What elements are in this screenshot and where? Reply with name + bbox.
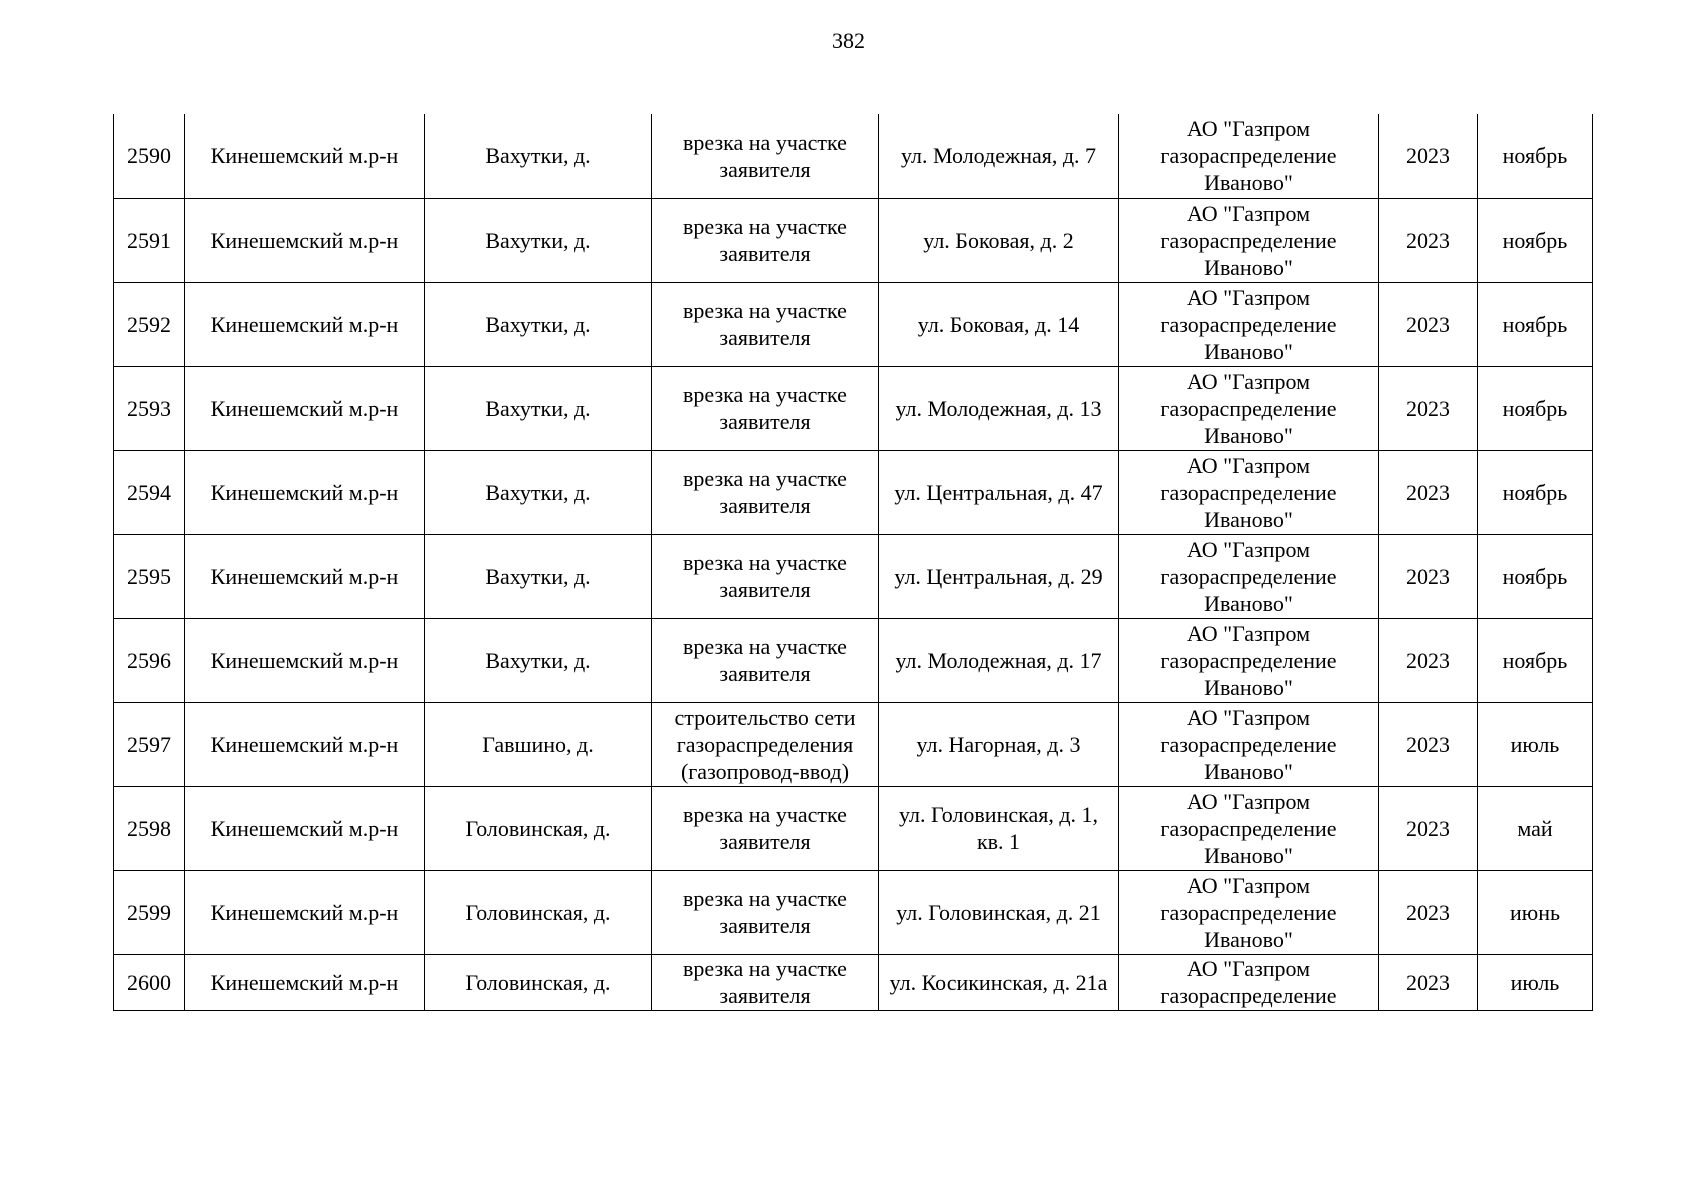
table-row (114, 198, 1593, 282)
year-cell: 2023 (1379, 870, 1478, 954)
row-number-cell: 2596 (114, 618, 185, 702)
table-row (114, 114, 1593, 198)
settlement-cell: Вахутки, д. (425, 450, 652, 534)
row-number-cell: 2592 (114, 282, 185, 366)
table-row (114, 366, 1593, 450)
work-type-cell: врезка на участке заявителя (652, 450, 879, 534)
address-cell: ул. Нагорная, д. 3 (879, 702, 1119, 786)
table-body (114, 114, 1593, 1010)
settlement-cell: Вахутки, д. (425, 618, 652, 702)
month-cell: ноябрь (1478, 114, 1593, 198)
row-number-cell: 2598 (114, 786, 185, 870)
year-cell: 2023 (1379, 450, 1478, 534)
row-number-cell: 2591 (114, 198, 185, 282)
month-cell: май (1478, 786, 1593, 870)
year-cell: 2023 (1379, 198, 1478, 282)
work-type-cell: врезка на участке заявителя (652, 618, 879, 702)
work-type-cell: врезка на участке заявителя (652, 534, 879, 618)
settlement-cell: Вахутки, д. (425, 534, 652, 618)
month-cell: ноябрь (1478, 366, 1593, 450)
year-cell: 2023 (1379, 702, 1478, 786)
table-row (114, 282, 1593, 366)
settlement-cell: Головинская, д. (425, 870, 652, 954)
district-cell: Кинешемский м.р-н (185, 450, 425, 534)
year-cell: 2023 (1379, 786, 1478, 870)
row-number-cell: 2600 (114, 954, 185, 1010)
address-cell: ул. Центральная, д. 47 (879, 450, 1119, 534)
month-cell: ноябрь (1478, 450, 1593, 534)
organization-cell: АО "Газпром газораспределение Иваново" (1119, 282, 1379, 366)
gas-connection-table (113, 114, 1593, 1011)
work-type-cell: врезка на участке заявителя (652, 282, 879, 366)
organization-cell: АО "Газпром газораспределение Иваново" (1119, 870, 1379, 954)
row-number-cell: 2597 (114, 702, 185, 786)
address-cell: ул. Молодежная, д. 7 (879, 114, 1119, 198)
district-cell: Кинешемский м.р-н (185, 702, 425, 786)
month-cell: июль (1478, 702, 1593, 786)
work-type-cell: врезка на участке заявителя (652, 114, 879, 198)
organization-cell: АО "Газпром газораспределение Иваново" (1119, 450, 1379, 534)
district-cell: Кинешемский м.р-н (185, 282, 425, 366)
settlement-cell: Вахутки, д. (425, 282, 652, 366)
table-row (114, 870, 1593, 954)
work-type-cell: врезка на участке заявителя (652, 954, 879, 1010)
district-cell: Кинешемский м.р-н (185, 366, 425, 450)
month-cell: ноябрь (1478, 534, 1593, 618)
year-cell: 2023 (1379, 618, 1478, 702)
page-number: 382 (832, 28, 865, 53)
work-type-cell: врезка на участке заявителя (652, 786, 879, 870)
table-row (114, 534, 1593, 618)
settlement-cell: Головинская, д. (425, 954, 652, 1010)
settlement-cell: Вахутки, д. (425, 366, 652, 450)
year-cell: 2023 (1379, 534, 1478, 618)
address-cell: ул. Боковая, д. 14 (879, 282, 1119, 366)
table-row (114, 786, 1593, 870)
work-type-cell: врезка на участке заявителя (652, 198, 879, 282)
year-cell: 2023 (1379, 114, 1478, 198)
table-row (114, 702, 1593, 786)
year-cell: 2023 (1379, 366, 1478, 450)
settlement-cell: Головинская, д. (425, 786, 652, 870)
settlement-cell: Вахутки, д. (425, 198, 652, 282)
district-cell: Кинешемский м.р-н (185, 114, 425, 198)
table-row (114, 450, 1593, 534)
address-cell: ул. Молодежная, д. 13 (879, 366, 1119, 450)
work-type-cell: строительство сети газораспределения (газопровод-ввод) (652, 702, 879, 786)
row-number-cell: 2590 (114, 114, 185, 198)
work-type-cell: врезка на участке заявителя (652, 870, 879, 954)
district-cell: Кинешемский м.р-н (185, 786, 425, 870)
address-cell: ул. Головинская, д. 1, кв. 1 (879, 786, 1119, 870)
address-cell: ул. Косикинская, д. 21а (879, 954, 1119, 1010)
district-cell: Кинешемский м.р-н (185, 618, 425, 702)
district-cell: Кинешемский м.р-н (185, 870, 425, 954)
month-cell: июнь (1478, 870, 1593, 954)
organization-cell: АО "Газпром газораспределение Иваново" (1119, 366, 1379, 450)
organization-cell: АО "Газпром газораспределение Иваново" (1119, 198, 1379, 282)
year-cell: 2023 (1379, 954, 1478, 1010)
month-cell: ноябрь (1478, 198, 1593, 282)
table-row (114, 618, 1593, 702)
address-cell: ул. Молодежная, д. 17 (879, 618, 1119, 702)
row-number-cell: 2594 (114, 450, 185, 534)
settlement-cell: Вахутки, д. (425, 114, 652, 198)
address-cell: ул. Центральная, д. 29 (879, 534, 1119, 618)
row-number-cell: 2593 (114, 366, 185, 450)
district-cell: Кинешемский м.р-н (185, 198, 425, 282)
organization-cell: АО "Газпром газораспределение Иваново" (1119, 114, 1379, 198)
table-row (114, 954, 1593, 1010)
organization-cell: АО "Газпром газораспределение Иваново" (1119, 786, 1379, 870)
district-cell: Кинешемский м.р-н (185, 954, 425, 1010)
organization-cell: АО "Газпром газораспределение Иваново" (1119, 534, 1379, 618)
month-cell: ноябрь (1478, 282, 1593, 366)
row-number-cell: 2599 (114, 870, 185, 954)
month-cell: июль (1478, 954, 1593, 1010)
work-type-cell: врезка на участке заявителя (652, 366, 879, 450)
row-number-cell: 2595 (114, 534, 185, 618)
month-cell: ноябрь (1478, 618, 1593, 702)
district-cell: Кинешемский м.р-н (185, 534, 425, 618)
organization-cell: АО "Газпром газораспределение Иваново" (1119, 702, 1379, 786)
year-cell: 2023 (1379, 282, 1478, 366)
organization-cell: АО "Газпром газораспределение Иваново" (1119, 618, 1379, 702)
address-cell: ул. Головинская, д. 21 (879, 870, 1119, 954)
settlement-cell: Гавшино, д. (425, 702, 652, 786)
address-cell: ул. Боковая, д. 2 (879, 198, 1119, 282)
organization-cell: АО "Газпром газораспределение (1119, 954, 1379, 1010)
